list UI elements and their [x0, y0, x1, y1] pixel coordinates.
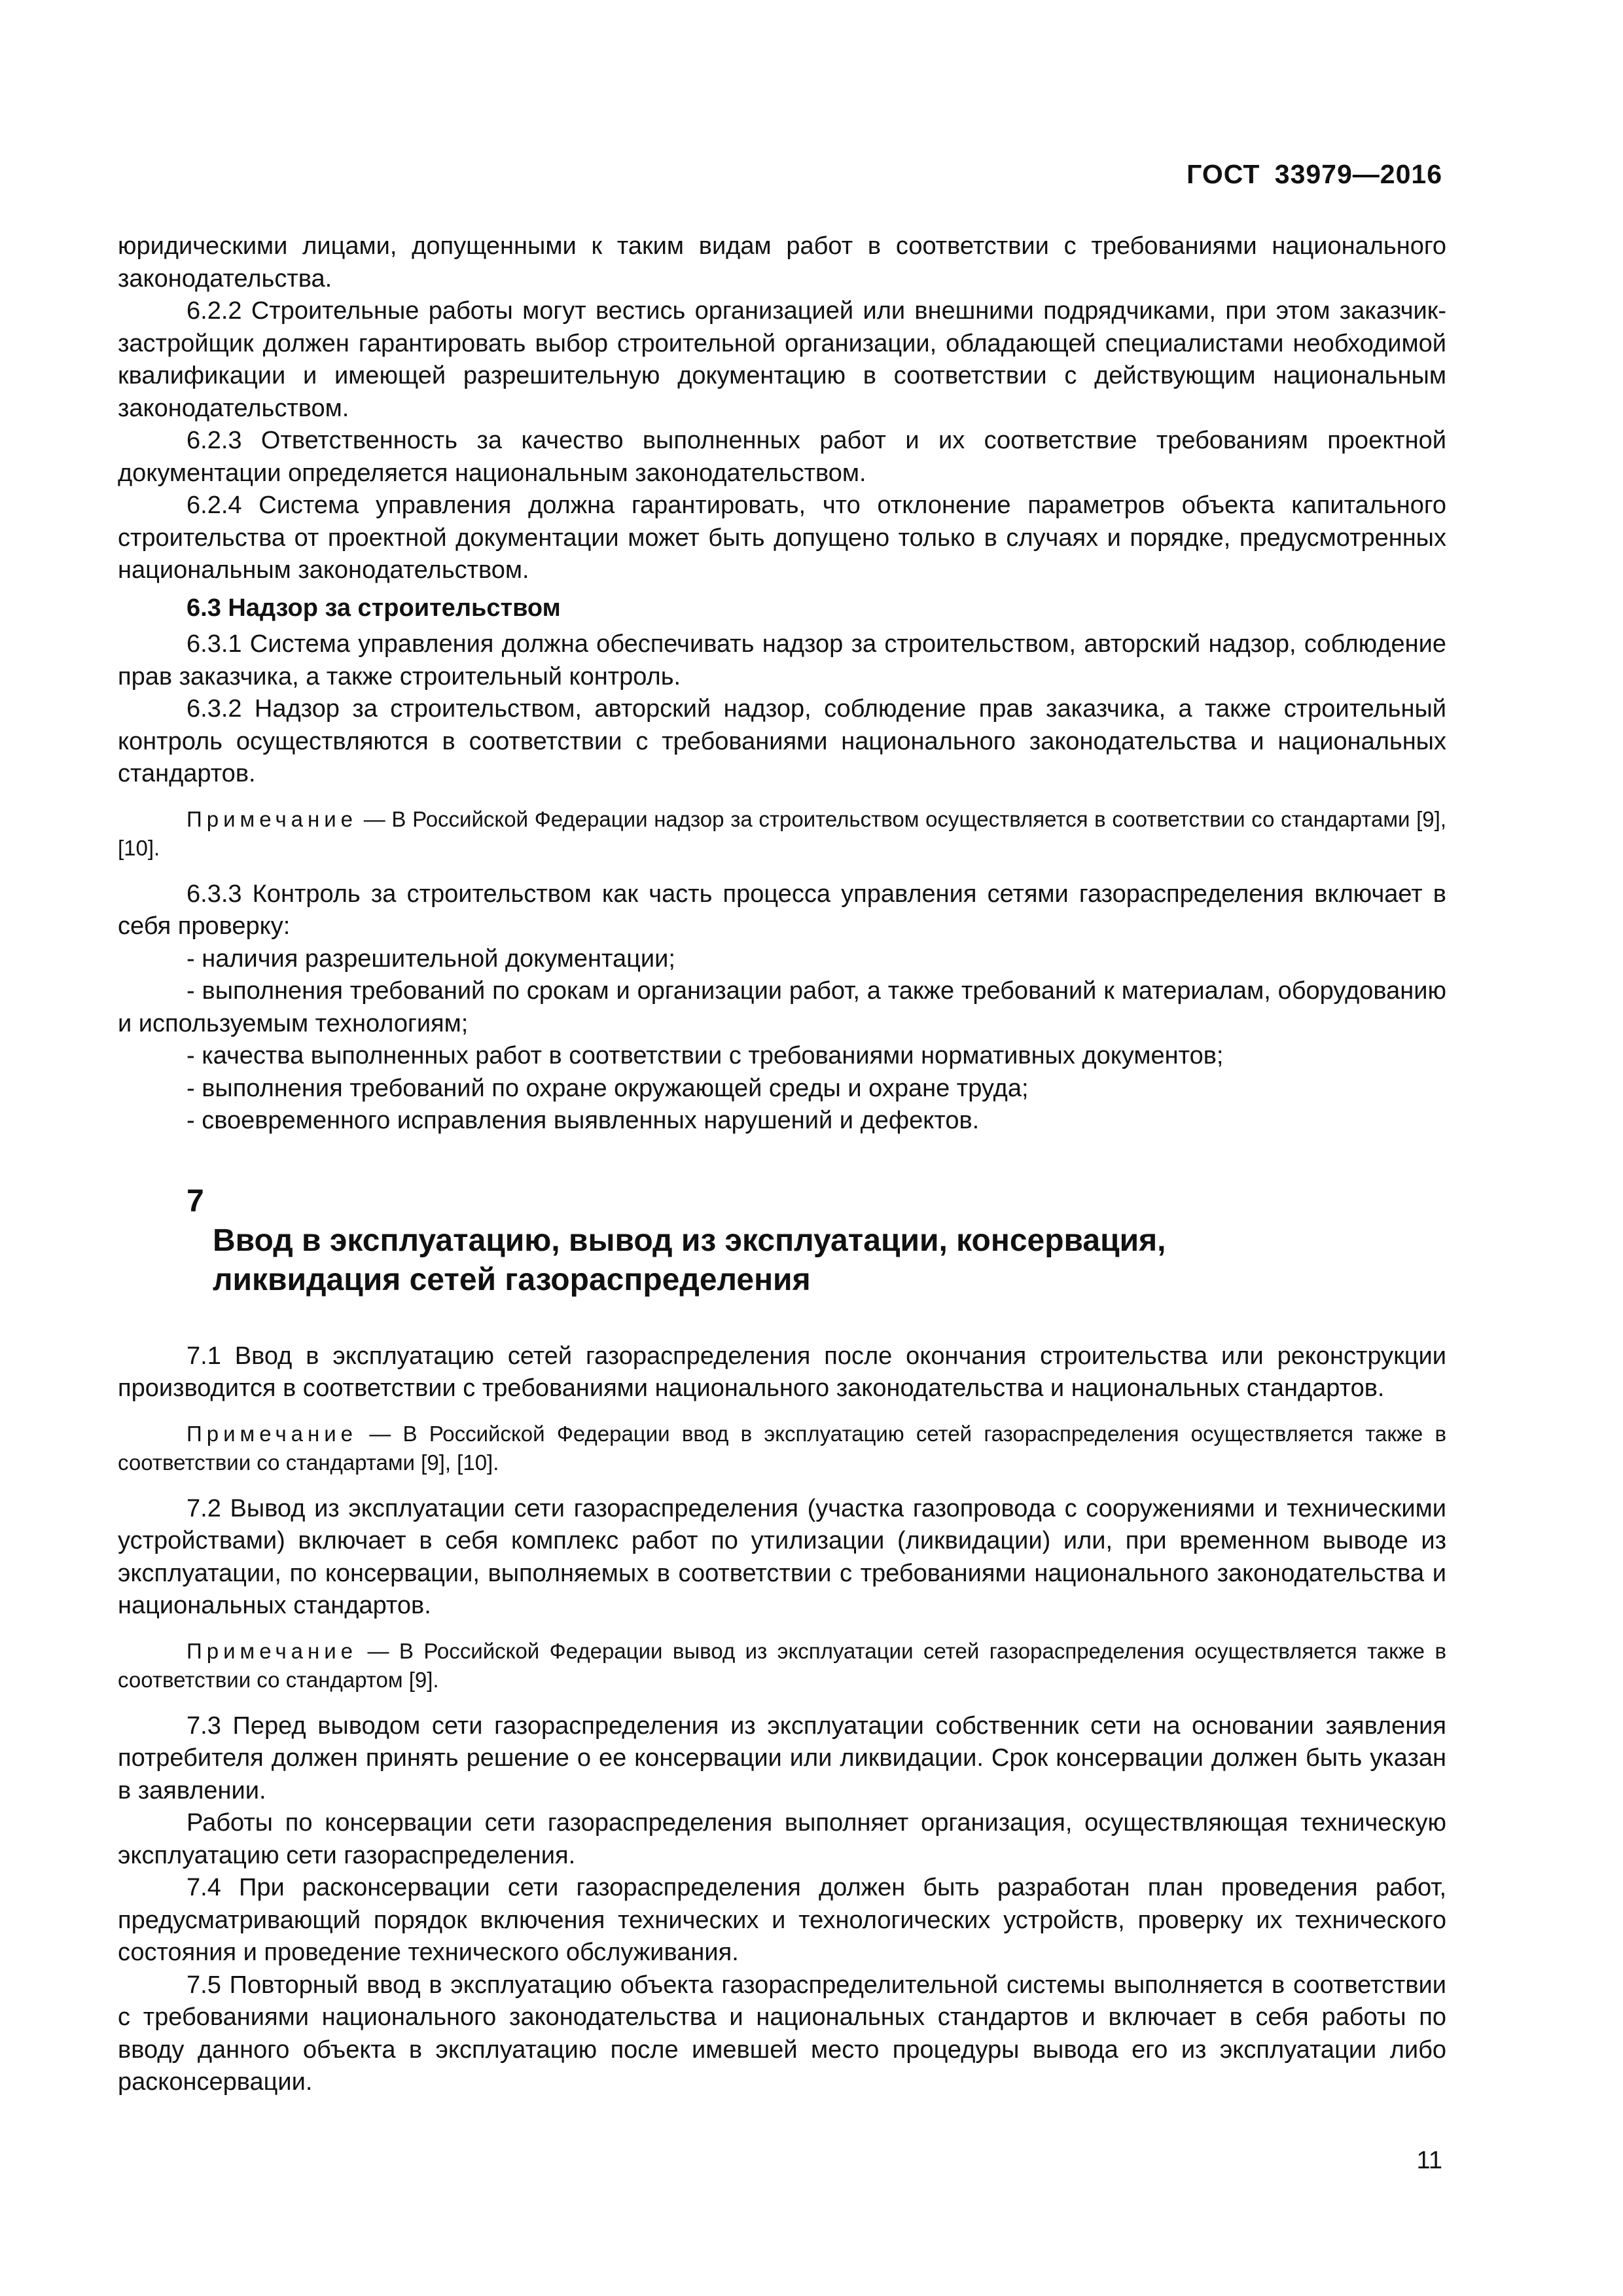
document-body [118, 230, 1446, 2099]
note-3-label: Примечание [187, 1638, 358, 1663]
paragraph-continuation: юридическими лицами, допущенными к таким видам работ в соответствии с требованиями национального законодательства. [118, 232, 1446, 293]
note-2-label: Примечание [187, 1421, 358, 1446]
subsection-heading-6-3: 6.3 Надзор за строительством [187, 594, 561, 622]
paragraph-7-5: 7.5 Повторный ввод в эксплуатацию объекта газораспределительной системы выполняется в соответствии с требованиями национального законодательства и национальных стандартов и включает в себя работы по вводу данного объекта в эксплуатацию после имевшей место процедуры вывода его из эксплуатации либо расконсервации. [118, 1971, 1446, 2096]
paragraph-7-4: 7.4 При расконсервации сети газораспределения должен быть разработан план проведения работ, предусматривающий порядок включения технических и технологических устройств, проверку их технического состояния и проведение технического обслуживания. [118, 1874, 1446, 1966]
paragraph-7-3-b: Работы по консервации сети газораспределения выполняет организация, осуществляющая техническую эксплуатацию сети газораспределения. [118, 1809, 1446, 1869]
paragraph-6-3-2: 6.3.2 Надзор за строительством, авторский надзор, соблюдение прав заказчика, а также строительный контроль осуществляются в соответствии с требованиями национального законодательства и национальных стандартов. [118, 695, 1446, 787]
document-code-header: ГОСТ 33979—2016 [1186, 159, 1442, 189]
note-1-text: — В Российской Федерации надзор за строительством осуществляется в соответствии со стандартами [9], [10]. [118, 806, 1446, 860]
list-item: - выполнения требований по срокам и организации работ, а также требований к материалам, оборудованию и используемым технологиям; [118, 977, 1446, 1037]
paragraph-7-3: 7.3 Перед выводом сети газораспределения из эксплуатации собственник сети на основании заявления потребителя должен принять решение о ее консервации или ликвидации. Срок консервации должен быть указан в заявлении. [118, 1712, 1446, 1804]
paragraph-6-2-4: 6.2.4 Система управления должна гарантировать, что отклонение параметров объекта капитального строительства от проектной документации может быть допущено только в случаях и порядке, предусмотренных национальным законодательством. [118, 492, 1446, 584]
list-item: - наличия разрешительной документации; [187, 944, 675, 973]
paragraph-7-1: 7.1 Ввод в эксплуатацию сетей газораспределения после окончания строительства или реконструкции производится в соответствии с требованиями национального законодательства и национальных стандартов. [118, 1342, 1446, 1402]
page-number: 11 [1416, 2147, 1442, 2174]
note-3 [118, 1637, 1446, 1695]
note-1-label: Примечание [187, 806, 358, 831]
note-3-text: — В Российской Федерации вывод из эксплуатации сетей газораспределения осуществляется также в соответствии со стандартом [9]. [118, 1638, 1447, 1692]
paragraph-7-2: 7.2 Вывод из эксплуатации сети газораспределения (участка газопровода с сооружениями и техническими устройствами) включает в себя комплекс работ по утилизации (ликвидации) или, при временном выводе из эксплуатации, по консервации, выполняемых в соответствии с требованиями национального законодательства и национальных стандартов. [118, 1494, 1446, 1619]
section-7-title-line-1: Ввод в эксплуатацию, вывод из эксплуатации, консервация, [213, 1223, 1166, 1258]
list-item: - качества выполненных работ в соответствии с требованиями нормативных документов; [187, 1042, 1224, 1069]
list-item: - своевременного исправления выявленных нарушений и дефектов. [187, 1107, 980, 1134]
note-2 [118, 1420, 1446, 1477]
section-heading-7: 7 Ввод в эксплуатацию, вывод из эксплуатации, консервация, ликвидация сетей газораспределения [118, 1182, 1446, 1300]
note-2-text: — В Российской Федерации ввод в эксплуатацию сетей газораспределения осуществляется также в соответствии со стандартами [9], [10]. [118, 1421, 1446, 1475]
paragraph-6-2-3: 6.2.3 Ответственность за качество выполненных работ и их соответствие требованиям проектной документации определяется национальным законодательством. [118, 427, 1446, 487]
section-7-title-line-2: ликвидация сетей газораспределения [213, 1262, 811, 1297]
note-1 [118, 805, 1446, 863]
list-item: - выполнения требований по охране окружающей среды и охране труда; [187, 1074, 1029, 1102]
paragraph-6-3-3: 6.3.3 Контроль за строительством как часть процесса управления сетями газораспределения включает в себя проверку: [118, 880, 1446, 940]
paragraph-6-2-2: 6.2.2 Строительные работы могут вестись организацией или внешними подрядчиками, при этом заказчик-застройщик должен гарантировать выбор строительной организации, обладающей специалистами необходимой квалификации и имеющей разрешительную документацию в соответствии с действующим национальным законодательством. [118, 297, 1446, 422]
paragraph-6-3-1: 6.3.1 Система управления должна обеспечивать надзор за строительством, авторский надзор, соблюдение прав заказчика, а также строительный контроль. [118, 630, 1446, 691]
